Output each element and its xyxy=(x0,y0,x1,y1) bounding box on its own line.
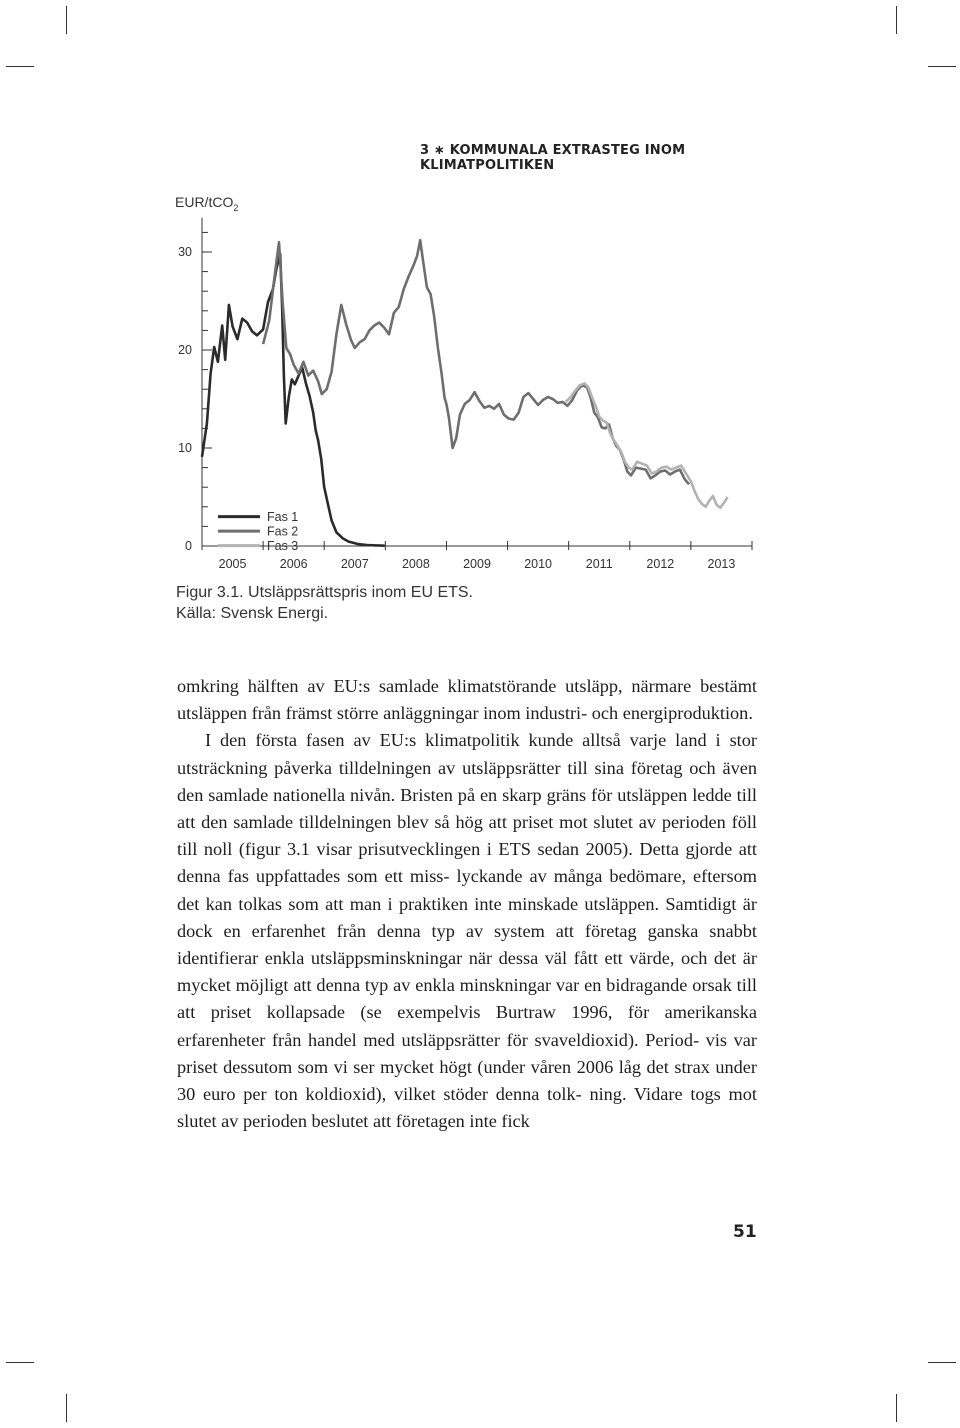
legend-label-2: Fas 2 xyxy=(267,524,299,539)
crop-mark xyxy=(928,66,956,67)
x-tick-label: 2007 xyxy=(340,557,369,571)
price-chart xyxy=(160,215,770,575)
crop-mark xyxy=(66,1394,67,1422)
crop-mark xyxy=(66,6,67,34)
figure-source-label: Källa: xyxy=(176,605,217,622)
y-tick-label: 0 xyxy=(185,539,192,553)
y-axis-label-subscript: 2 xyxy=(233,202,239,213)
running-header: 3 ∗ KOMMUNALA EXTRASTEG INOM KLIMATPOLITIKEN xyxy=(420,143,686,173)
crop-mark xyxy=(6,1362,34,1363)
x-tick-label: 2010 xyxy=(524,557,553,571)
figure-label: Figur 3.1. xyxy=(176,584,244,601)
x-tick-label: 2008 xyxy=(401,557,430,571)
paragraph: I den första fasen av EU:s klimatpolitik kunde alltså varje land i stor utsträckning påverka tilldelningen av utsläppsrätter till sina företag och även den samlade nationella nivån. Bristen på en skarp gräns för utsläppen ledde till att den samlade tilldelningen blev så hög att priset mot slutet av perioden föll till noll (figur 3.1 visar prisutvecklingen i ETS sedan 2005). Detta gjorde att denna fas uppfattades som ett miss- lyckande av många bedömare, eftersom det kan tolkas som att man i praktiken inte minskade utsläppen. Samtidigt är dock en erfarenhet från denna typ av system att företag ganska snabbt identifierar enkla utsläppsminskningar när dessa väl fått ett värde, och det är mycket möjligt att denna typ av enkla minskningar var en bidragande orsak till att priset kollapsade (se exempelvis Burtraw 1996, för amerikanska erfarenheter från handel med utsläppsrätter för svaveldioxid). Period- vis var priset dessutom som vi ser mycket högt (under våren 2006 låg det strax under 30 euro per ton koldioxid), vilket stöder denna tolk- ning. Vidare togs mot slutet av perioden beslutet att företagen inte fick xyxy=(177,730,757,1132)
y-tick-label: 20 xyxy=(178,343,192,357)
figure-source xyxy=(176,605,328,623)
x-tick-label: 2009 xyxy=(463,557,491,571)
page-number: 51 xyxy=(733,1222,757,1242)
x-tick-label: 2006 xyxy=(279,557,308,571)
y-tick-label: 10 xyxy=(178,441,192,455)
series-line-1 xyxy=(202,254,385,546)
crop-mark xyxy=(896,6,897,34)
body-text xyxy=(177,673,757,1135)
crop-mark xyxy=(6,66,34,67)
crop-mark xyxy=(896,1394,897,1422)
x-tick-label: 2011 xyxy=(585,557,613,571)
x-tick-label: 2013 xyxy=(707,557,736,571)
paragraph: omkring hälften av EU:s samlade klimatstörande utsläpp, närmare bestämt utsläppen från främst större anläggningar inom industri- och energiproduktion. xyxy=(177,676,757,724)
y-tick-label: 30 xyxy=(178,245,192,259)
legend-label-1: Fas 1 xyxy=(267,510,299,525)
x-tick-label: 2005 xyxy=(218,557,247,571)
figure-title: Utsläppsrättspris inom EU ETS. xyxy=(248,584,473,601)
legend-label-3: Fas 3 xyxy=(267,539,299,554)
series-line-3 xyxy=(566,383,728,508)
y-axis-label-main: EUR/tCO xyxy=(175,194,234,210)
figure-source-text: Svensk Energi. xyxy=(220,605,329,622)
crop-mark xyxy=(928,1362,956,1363)
x-tick-label: 2012 xyxy=(646,557,675,571)
figure-caption xyxy=(176,584,473,602)
y-axis-label xyxy=(175,194,238,213)
series-line-2 xyxy=(263,240,689,484)
